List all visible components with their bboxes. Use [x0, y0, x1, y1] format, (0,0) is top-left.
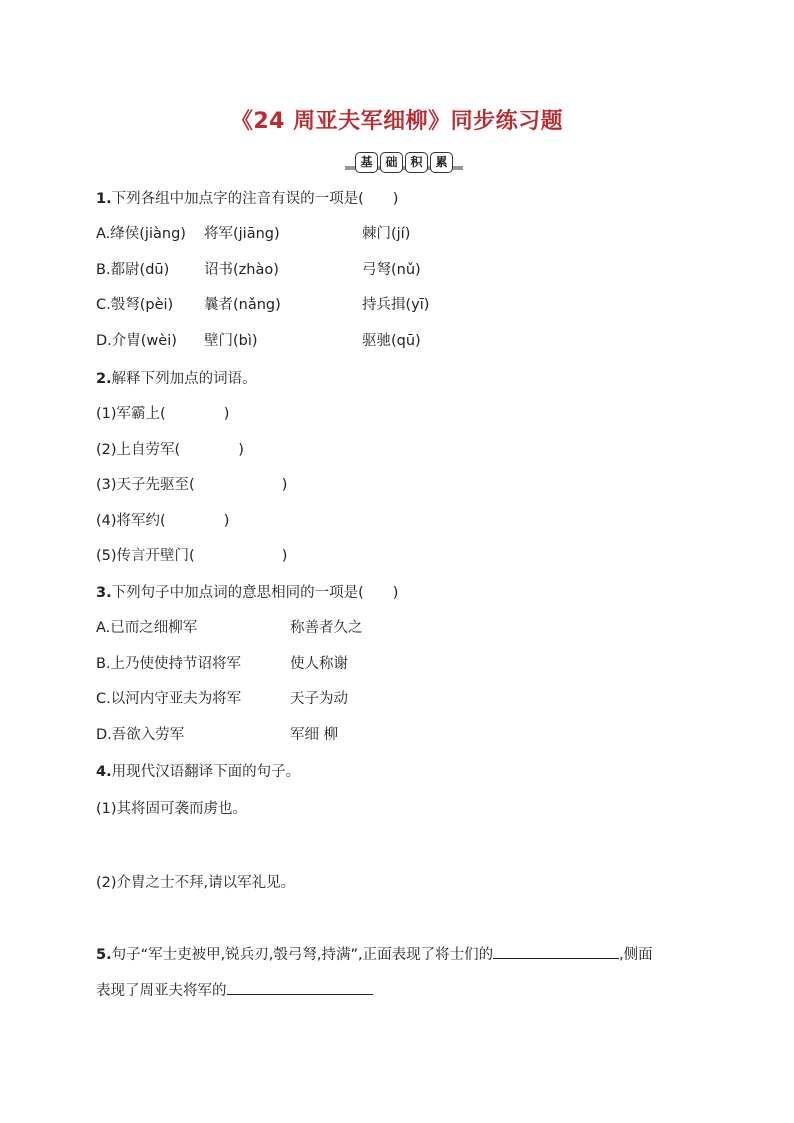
section-banner	[345, 152, 463, 174]
banner-char: 累	[430, 152, 453, 173]
question-stem: 下列各组中加点字的注音有误的一项是( )	[111, 191, 399, 207]
question-2	[96, 367, 257, 388]
question-3	[96, 581, 398, 602]
question-stem: 解释下列加点的词语。	[111, 371, 257, 387]
q4-item: (1)其将固可袭而虏也。	[96, 801, 248, 817]
q3-option-b-2: 使人称谢	[290, 656, 348, 672]
answer-blank[interactable]	[227, 980, 373, 995]
q2-item: (1)军霸上( )	[96, 406, 230, 422]
q1-option-c-1: C.彀弩(pèi)	[96, 297, 174, 313]
q3-option-d-1: D.吾欲入劳军	[96, 727, 185, 743]
q1-option-d-1: D.介胄(wèi)	[96, 333, 177, 349]
q1-option-b-1: B.都尉(dū)	[96, 262, 170, 278]
question-5-line-2	[96, 979, 373, 1000]
question-number: 2.	[96, 371, 112, 387]
q1-option-a-3: 棘门(jí)	[362, 226, 411, 242]
question-text-end: ,侧面	[619, 947, 653, 963]
q1-option-c-2: 曩者(nǎng)	[204, 297, 281, 313]
banner-char: 积	[405, 152, 428, 173]
question-number: 5.	[96, 947, 112, 963]
q1-option-b-3: 弓弩(nǔ)	[362, 262, 421, 278]
q3-option-c-1: C.以河内守亚夫为将军	[96, 691, 242, 707]
question-text: 表现了周亚夫将军的	[96, 983, 227, 999]
question-stem: 下列句子中加点词的意思相同的一项是( )	[111, 585, 399, 601]
q2-item: (4)将军约( )	[96, 513, 230, 529]
q1-option-b-2: 诏书(zhào)	[204, 262, 279, 278]
q1-option-a-2: 将军(jiāng)	[204, 226, 280, 242]
q3-option-a-2: 称善者久之	[290, 620, 363, 636]
page-title: 《24 周亚夫军细柳》同步练习题	[230, 109, 564, 134]
q3-option-c-2: 天子为动	[290, 691, 348, 707]
question-5	[96, 943, 653, 964]
question-number: 4.	[96, 764, 112, 780]
question-text: 句子“军士吏被甲,锐兵刃,彀弓弩,持满”,正面表现了将士们的	[111, 947, 494, 963]
question-stem: 用现代汉语翻译下面的句子。	[111, 764, 301, 780]
answer-blank[interactable]	[493, 944, 619, 959]
q3-option-b-1: B.上乃使使持节诏将军	[96, 656, 242, 672]
q3-option-a-1: A.已而之细柳军	[96, 620, 198, 636]
q2-item: (5)传言开壁门( )	[96, 548, 288, 564]
q4-item: (2)介胄之士不拜,请以军礼见。	[96, 875, 296, 891]
q1-option-c-3: 持兵揖(yī)	[362, 297, 430, 313]
question-4	[96, 760, 300, 781]
question-1	[96, 187, 398, 208]
q2-item: (3)天子先驱至( )	[96, 477, 288, 493]
banner-char: 基	[355, 152, 378, 173]
q1-option-d-2: 壁门(bì)	[204, 333, 258, 349]
q2-item: (2)上自劳军( )	[96, 442, 244, 458]
question-number: 3.	[96, 585, 112, 601]
q1-option-d-3: 驱驰(qū)	[362, 333, 421, 349]
question-number: 1.	[96, 191, 112, 207]
banner-char: 础	[380, 152, 403, 173]
q3-option-d-2: 军细 柳	[290, 727, 339, 743]
q1-option-a-1: A.绛侯(jiàng)	[96, 226, 186, 242]
